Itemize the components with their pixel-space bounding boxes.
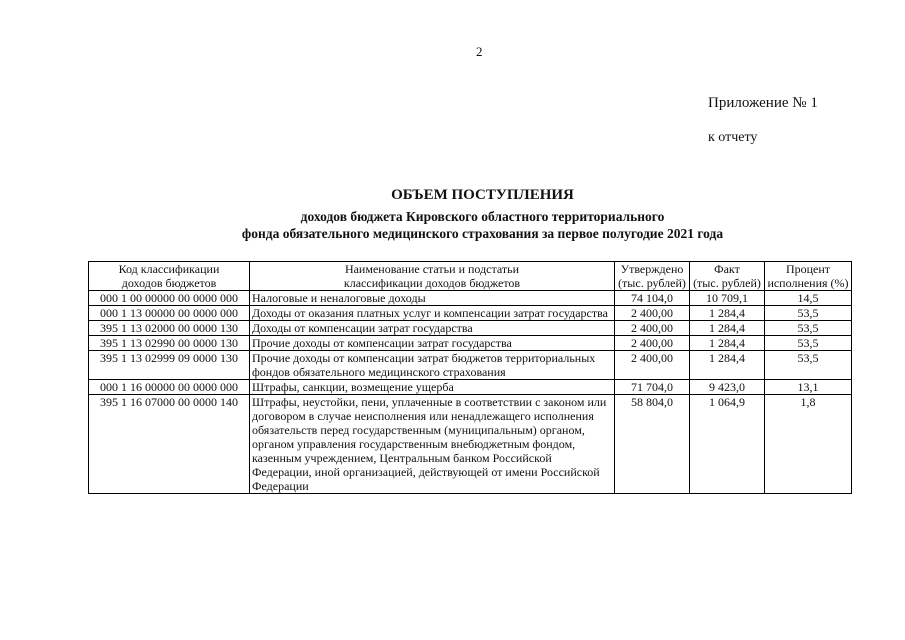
header-fact-line2: (тыс. рублей) xyxy=(693,276,761,290)
cell-percent: 53,5 xyxy=(765,336,852,351)
cell-fact: 1 064,9 xyxy=(690,395,765,494)
title-line-2: фонда обязательного медицинского страхования за первое полугодие 2021 года xyxy=(241,226,724,241)
header-name-line1: Наименование статьи и подстатьи xyxy=(344,262,520,276)
appendix-subtitle: к отчету xyxy=(708,130,758,145)
table-row xyxy=(89,306,852,321)
cell-fact: 10 709,1 xyxy=(690,291,765,306)
cell-code: 000 1 00 00000 00 0000 000 xyxy=(89,291,250,306)
header-fact xyxy=(690,262,765,291)
cell-approved: 71 704,0 xyxy=(615,380,690,395)
cell-percent: 14,5 xyxy=(765,291,852,306)
appendix-label: Приложение № 1 xyxy=(708,95,818,111)
table-row xyxy=(89,291,852,306)
cell-code: 395 1 13 02990 00 0000 130 xyxy=(89,336,250,351)
cell-code: 000 1 16 00000 00 0000 000 xyxy=(89,380,250,395)
cell-percent: 53,5 xyxy=(765,351,852,380)
header-code xyxy=(89,262,250,291)
cell-code: 395 1 16 07000 00 0000 140 xyxy=(89,395,250,494)
cell-code: 395 1 13 02999 09 0000 130 xyxy=(89,351,250,380)
page-number: 2 xyxy=(476,44,483,59)
cell-name: Доходы от компенсации затрат государства xyxy=(250,321,615,336)
revenue-table xyxy=(88,261,852,494)
cell-name: Штрафы, санкции, возмещение ущерба xyxy=(250,380,615,395)
header-percent-line1: Процент xyxy=(785,262,831,276)
cell-percent: 1,8 xyxy=(765,395,852,494)
table-row xyxy=(89,336,852,351)
header-code-line2: доходов бюджетов xyxy=(121,276,217,290)
header-approved-line1: Утверждено xyxy=(620,262,684,276)
header-percent-line2: исполнения (%) xyxy=(767,276,849,290)
table-row xyxy=(89,351,852,380)
cell-approved: 2 400,00 xyxy=(615,351,690,380)
cell-code: 000 1 13 00000 00 0000 000 xyxy=(89,306,250,321)
cell-fact: 1 284,4 xyxy=(690,351,765,380)
header-name xyxy=(250,262,615,291)
title-main: ОБЪЕМ ПОСТУПЛЕНИЯ xyxy=(391,187,574,203)
cell-approved: 58 804,0 xyxy=(615,395,690,494)
cell-name: Прочие доходы от компенсации затрат бюджетов территориальных фондов обязательного медицинского страхования xyxy=(250,351,615,380)
cell-fact: 9 423,0 xyxy=(690,380,765,395)
report-title xyxy=(150,187,815,242)
header-percent xyxy=(765,262,852,291)
title-line-1: доходов бюджета Кировского областного территориального xyxy=(300,209,665,224)
cell-name: Штрафы, неустойки, пени, уплаченные в соответствии с законом или договором в случае неисполнения или ненадлежащего исполнения обязательств перед государственным (муниципальным) органом, органом управления государственным внебюджетным фондом, казенным учреждением, Центральным банком Российской Федерации, иной организацией, действующей от имени Российской Федерации xyxy=(250,395,615,494)
cell-fact: 1 284,4 xyxy=(690,321,765,336)
table-row xyxy=(89,395,852,494)
cell-approved: 2 400,00 xyxy=(615,336,690,351)
header-approved xyxy=(615,262,690,291)
cell-name: Налоговые и неналоговые доходы xyxy=(250,291,615,306)
table-row xyxy=(89,380,852,395)
header-fact-line1: Факт xyxy=(714,262,740,276)
cell-percent: 53,5 xyxy=(765,321,852,336)
table-header-row xyxy=(89,262,852,291)
table-row xyxy=(89,321,852,336)
header-name-line2: классификации доходов бюджетов xyxy=(343,276,521,290)
cell-name: Прочие доходы от компенсации затрат государства xyxy=(250,336,615,351)
cell-approved: 2 400,00 xyxy=(615,321,690,336)
cell-fact: 1 284,4 xyxy=(690,306,765,321)
cell-percent: 53,5 xyxy=(765,306,852,321)
cell-approved: 74 104,0 xyxy=(615,291,690,306)
cell-approved: 2 400,00 xyxy=(615,306,690,321)
cell-name: Доходы от оказания платных услуг и компенсации затрат государства xyxy=(250,306,615,321)
cell-code: 395 1 13 02000 00 0000 130 xyxy=(89,321,250,336)
header-code-line1: Код классификации xyxy=(118,262,220,276)
cell-fact: 1 284,4 xyxy=(690,336,765,351)
cell-percent: 13,1 xyxy=(765,380,852,395)
header-approved-line2: (тыс. рублей) xyxy=(618,276,686,290)
